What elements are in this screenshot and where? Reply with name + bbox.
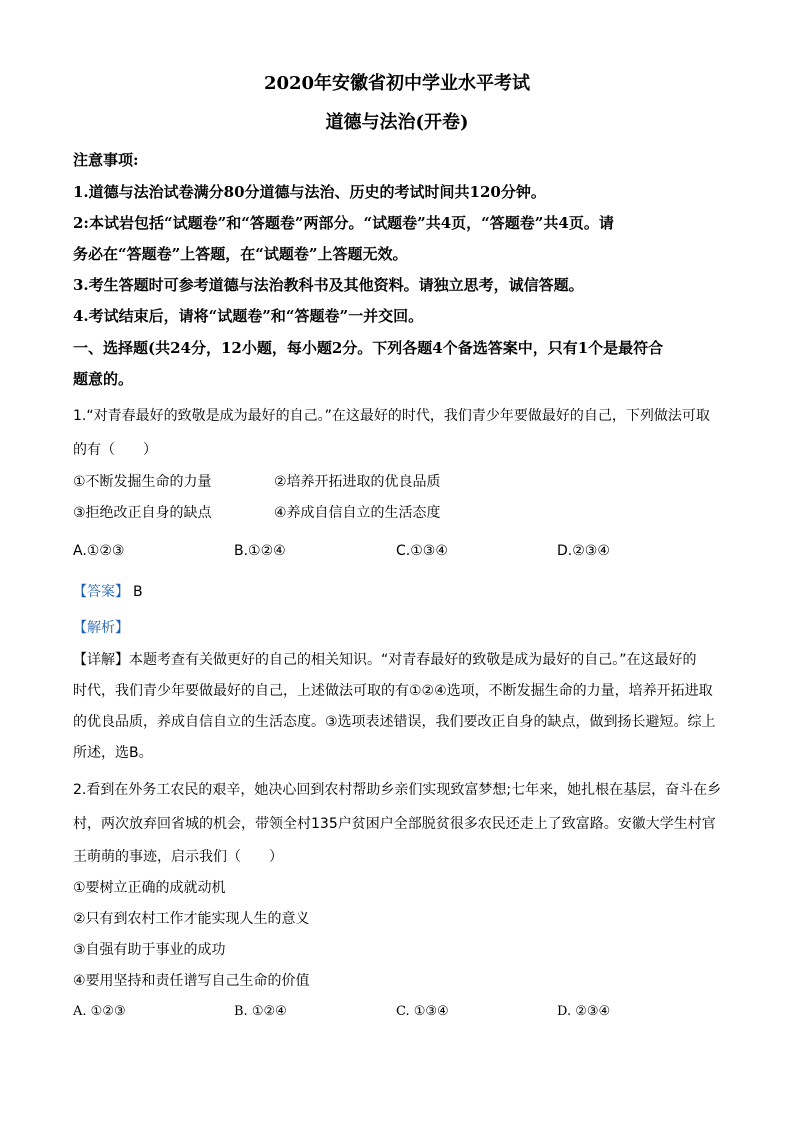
q1-option-a: A.①②③ [73,543,125,559]
note-item: 4.考试结束后，请将“试题卷”和“答题卷”一并交回。 [73,307,424,325]
answer-tag: 【答案】 [73,584,129,600]
exam-subtitle: 道德与法治(开卷) [325,112,469,133]
q2-item: ③自强有助于事业的成功 [73,942,226,958]
q2-option-d: D. ②③④ [557,1004,611,1019]
q2-option-c: C. ①③④ [396,1004,449,1019]
q1-detail: 【详解】本题考查有关做更好的自己的相关知识。“对青春最好的致敬是成为最好的自己。”在这最好的 [73,652,697,668]
q2-option-b: B. ①②④ [234,1004,287,1019]
section-heading-cont: 题意的。 [73,370,134,388]
q2-option-a: A. ①②③ [73,1004,126,1019]
note-item: 2:本试岩包括“试题卷”和“答题卷”两部分。“试题卷”共4页，“答题卷”共4页。请 [73,214,614,232]
q2-item: ①要树立正确的成就动机 [73,880,226,896]
note-item: 1.道德与法治试卷满分80分道德与法治、历史的考试时间共120分钟。 [73,183,546,201]
q1-item: ②培养开拓进取的优良品质 [274,474,441,490]
q2-stem: 村，两次放弃回省城的机会，带领全村135户贫困户全部脱贫很多农民还走上了致富路。安徽大学生村官 [73,816,716,832]
notes-heading: 注意事项: [73,151,139,169]
exam-title: 2020年安徽省初中学业水平考试 [263,73,531,94]
q1-detail: 所述，选B。 [73,745,153,761]
section-heading: 一、选择题(共24分，12小题，每小题2分。下列各题4个备选答案中，只有1个是最符合 [73,339,664,357]
q1-answer-row [73,581,143,602]
q1-option-b: B.①②④ [234,543,286,559]
q1-item: ①不断发掘生命的力量 [73,474,212,490]
q1-stem-cont: 的有（ ） [73,442,157,458]
q1-item: ④养成自信自立的生活态度 [274,505,441,521]
q1-stem: 1.“对青春最好的致敬是成为最好的自己。”在这最好的时代，我们青少年要做最好的自己，下列做法可取 [73,408,710,424]
note-item: 务必在“答题卷”上答题，在“试题卷”上答题无效。 [73,245,408,263]
q2-stem: 2.看到在外务工农民的艰辛，她决心回到农村帮助乡亲们实现致富梦想;七年来，她扎根在基层，奋斗在乡 [73,782,722,798]
note-item: 3.考生答题时可参考道德与法治教科书及其他资料。请独立思考，诚信答题。 [73,276,584,294]
q1-analysis-row [73,617,129,638]
q1-item: ③拒绝改正自身的缺点 [73,505,212,521]
analysis-tag: 【解析】 [73,620,129,636]
q1-detail: 时代，我们青少年要做最好的自己，上述做法可取的有①②④选项，不断发掘生命的力量，培养开拓进取 [73,683,713,699]
q1-option-c: C.①③④ [396,543,448,559]
q2-item: ②只有到农村工作才能实现人生的意义 [73,911,310,927]
q2-stem: 王萌萌的事迹，启示我们（ ） [73,849,283,865]
q1-option-d: D.②③④ [557,543,610,559]
answer-value: B [133,584,143,600]
q2-item: ④要用坚持和责任谱写自己生命的价值 [73,973,310,989]
q1-detail: 的优良品质，养成自信自立的生活态度。③选项表述错误，我们要改正自身的缺点，做到扬长避短。综上 [73,714,716,730]
